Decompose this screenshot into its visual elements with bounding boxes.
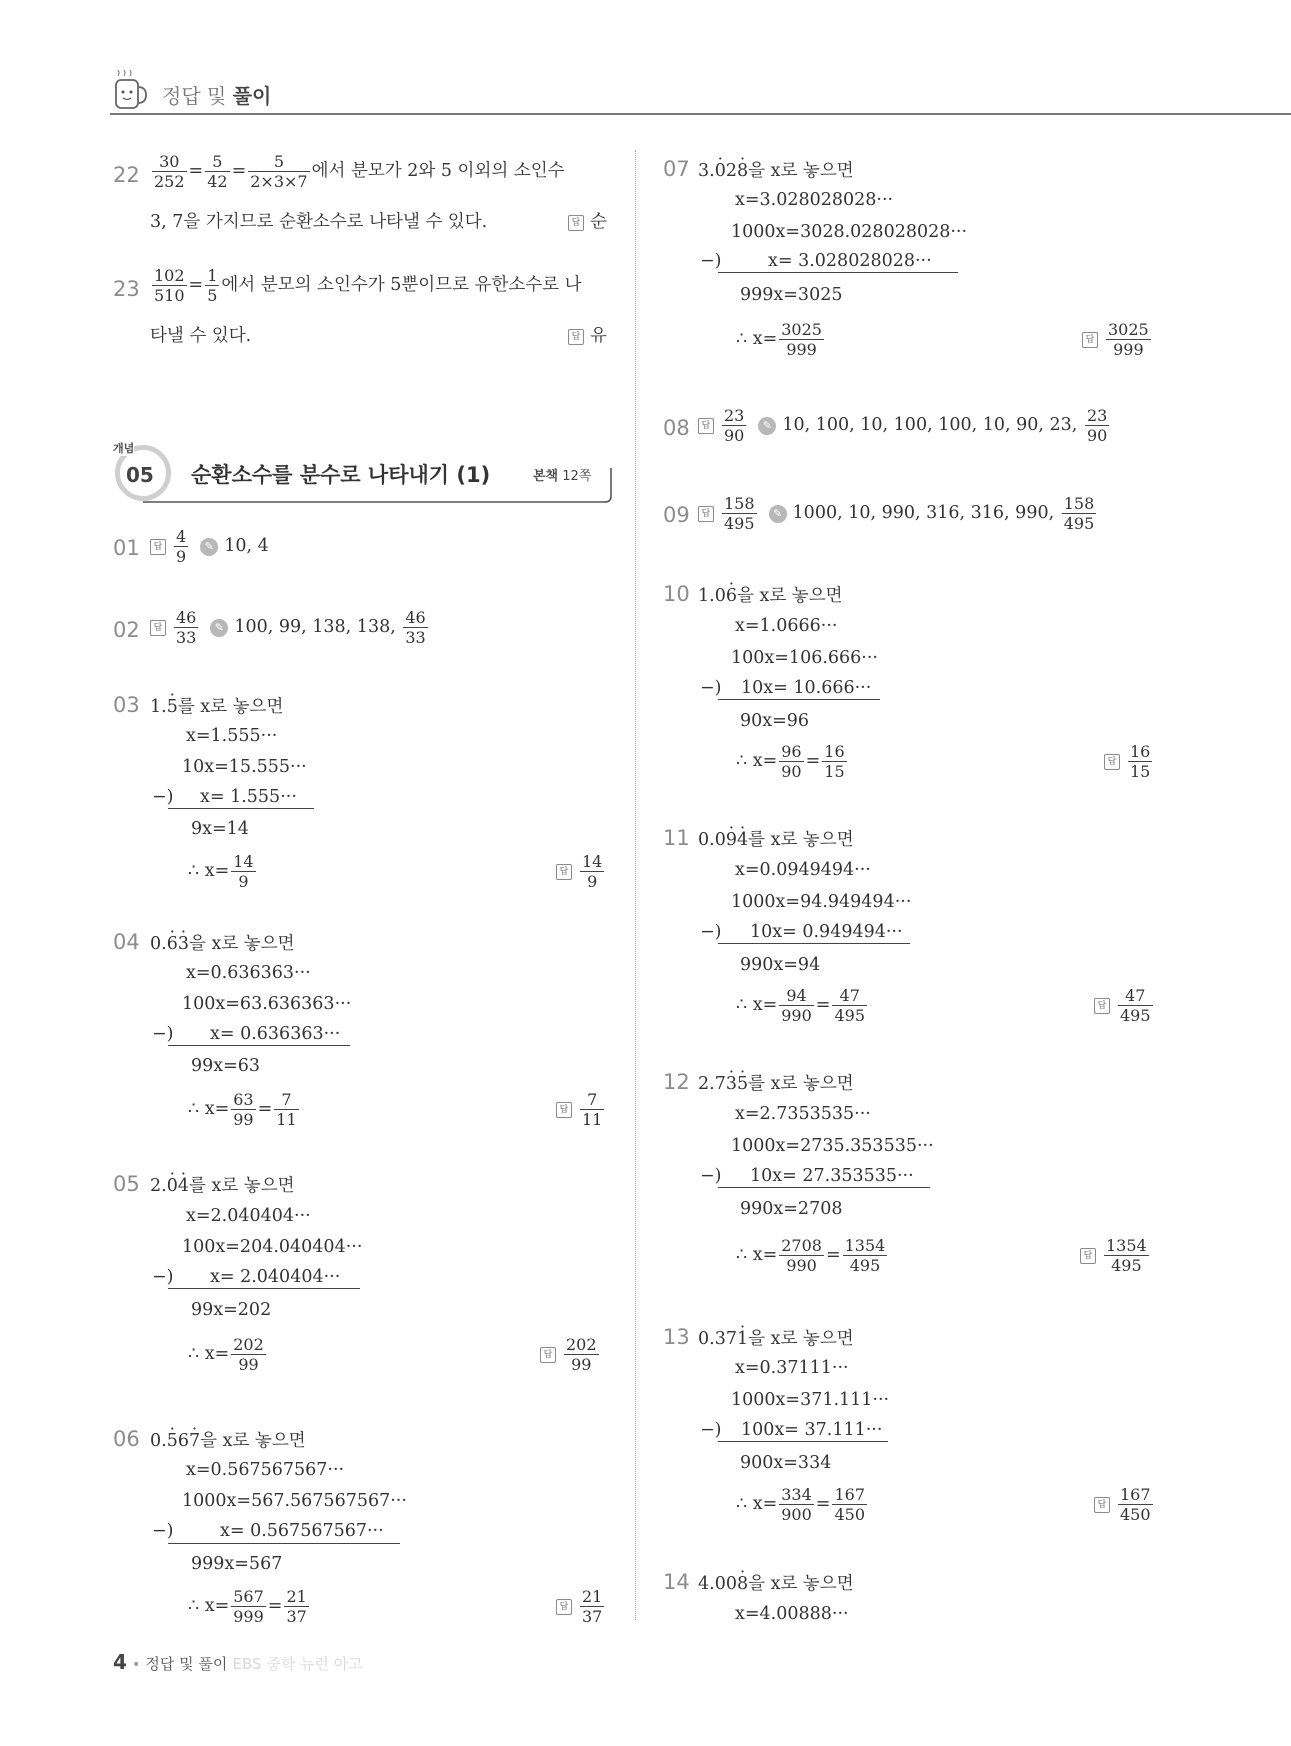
- step-line: x=2.7353535···: [735, 1104, 871, 1124]
- header: [110, 68, 1291, 116]
- subtraction-rule: [718, 699, 880, 700]
- step-line: 10x=15.555···: [182, 757, 307, 777]
- problem-22-line1: $\frac{30}{252}$ = $\frac{5}{42}$ = $\frac{5}{2\times 3\times 7}$ 에서 분모가 2와 5 이외의 소인수: [154, 152, 565, 191]
- minus-sign: −): [152, 1521, 174, 1541]
- conclusion: ∴ x= $\frac{567}{999}$ = $\frac{21}{37}$: [188, 1587, 307, 1626]
- step-line: x=4.00888···: [735, 1604, 849, 1624]
- problem-14-lead: 4.00· 8을 x로 놓으면: [698, 1570, 854, 1595]
- subtraction-rule: [718, 1187, 930, 1188]
- step-line: x=3.028028028···: [735, 190, 894, 210]
- step-line: x=0.636363···: [186, 963, 311, 983]
- answer-icon: 답: [150, 539, 166, 555]
- problem-05-lead: 2.· 0· 4를 x로 놓으면: [150, 1172, 295, 1197]
- answer-icon: 답: [150, 620, 166, 636]
- step-line: x=0.37111···: [735, 1358, 849, 1378]
- pencil-icon: ✎: [769, 505, 787, 523]
- answer-icon: 답: [556, 1102, 572, 1118]
- step-line: 1000x=371.111···: [731, 1390, 890, 1410]
- step-line: x= 0.567567567···: [220, 1521, 384, 1541]
- footer-label: 정답 및 풀이: [145, 1655, 228, 1673]
- step-line: 99x=202: [191, 1300, 272, 1320]
- conclusion: ∴ x= $\frac{63}{99}$ = $\frac{7}{11}$: [188, 1090, 297, 1129]
- problem-number: 06: [113, 1427, 140, 1451]
- answer: 답 $\frac{202}{99}$: [540, 1335, 601, 1374]
- minus-sign: −): [152, 1024, 174, 1044]
- minus-sign: −): [152, 1267, 174, 1287]
- answer-icon: 답: [698, 418, 714, 434]
- minus-sign: −): [152, 787, 174, 807]
- problem-number: 03: [113, 693, 140, 717]
- problem-07-lead: 3.· 02· 8을 x로 놓으면: [698, 157, 854, 182]
- section-header: [113, 440, 613, 506]
- answer: 답 $\frac{1354}{495}$: [1080, 1236, 1151, 1275]
- header-rule: [110, 113, 1291, 115]
- step-line: 9x=14: [191, 819, 249, 839]
- subtraction-rule: [718, 1441, 888, 1442]
- problem-10-lead: 1.0· 6을 x로 놓으면: [698, 582, 843, 607]
- problem-09-answer: 답 $\frac{158}{495}$ ✎ 1000, 10, 990, 316, 316, 990, $\frac{158}{495}$: [698, 494, 1098, 533]
- step-line: 990x=2708: [740, 1199, 843, 1219]
- problem-06-lead: 0.· 56· 7을 x로 놓으면: [150, 1427, 306, 1452]
- answer: 답 순: [568, 208, 607, 233]
- step-line: 99x=63: [191, 1056, 261, 1076]
- answer-icon: 답: [568, 329, 584, 345]
- answer-icon: 답: [556, 864, 572, 880]
- conclusion: ∴ x= $\frac{94}{990}$ = $\frac{47}{495}$: [736, 986, 865, 1025]
- conclusion: ∴ x= $\frac{3025}{999}$: [736, 320, 822, 359]
- minus-sign: −): [700, 922, 722, 942]
- problem-13-lead: 0.37· 1을 x로 놓으면: [698, 1325, 854, 1350]
- step-line: 990x=94: [740, 955, 821, 975]
- section-number: 05: [126, 463, 154, 487]
- minus-sign: −): [700, 251, 722, 271]
- problem-number: 05: [113, 1172, 140, 1196]
- problem-number: 08: [663, 416, 690, 440]
- problem-03-lead: 1.· 5를 x로 놓으면: [150, 693, 283, 718]
- answer-icon: 답: [1094, 998, 1110, 1014]
- section-tag: 개념: [113, 442, 135, 455]
- step-line: x= 2.040404···: [210, 1267, 341, 1287]
- problem-11-lead: 0.0· 9· 4를 x로 놓으면: [698, 826, 854, 851]
- step-line: x=1.555···: [186, 726, 278, 746]
- problem-number: 02: [113, 618, 140, 642]
- problem-08-answer: 답 $\frac{23}{90}$ ✎ 10, 100, 10, 100, 100, 10, 90, 23, $\frac{23}{90}$: [698, 406, 1111, 445]
- step-line: 999x=567: [191, 1554, 283, 1574]
- problem-number: 07: [663, 157, 690, 181]
- answer-icon: 답: [1104, 754, 1120, 770]
- step-line: 1000x=94.949494···: [731, 892, 912, 912]
- subtraction-rule: [168, 1288, 360, 1289]
- problem-number: 10: [663, 582, 690, 606]
- problem-12-lead: 2.7· 3· 5를 x로 놓으면: [698, 1070, 854, 1095]
- answer: 답 $\frac{14}{9}$: [556, 852, 606, 891]
- answer-icon: 답: [1082, 332, 1098, 348]
- problem-number: 01: [113, 536, 140, 560]
- step-line: 10x= 10.666···: [741, 678, 872, 698]
- problem-number: 04: [113, 930, 140, 954]
- problem-number: 12: [663, 1070, 690, 1094]
- answer-icon: 답: [556, 1599, 572, 1615]
- step-line: 10x= 0.949494···: [750, 922, 903, 942]
- answer: 답 $\frac{47}{495}$: [1094, 986, 1155, 1025]
- conclusion: ∴ x= $\frac{96}{90}$ = $\frac{16}{15}$: [736, 742, 845, 781]
- section-title: 순환소수를 분수로 나타내기 (1): [191, 463, 491, 487]
- step-line: 100x=63.636363···: [182, 994, 352, 1014]
- problem-23-line1: $\frac{102}{510}$ = $\frac{1}{5}$ 에서 분모의 소인수가 5뿐이므로 유한소수로 나: [154, 266, 582, 305]
- answer-icon: 답: [1094, 1497, 1110, 1513]
- problem-number: 14: [663, 1570, 690, 1594]
- step-line: x= 1.555···: [200, 787, 297, 807]
- answer-icon: 답: [568, 215, 584, 231]
- step-line: 999x=3025: [740, 285, 843, 305]
- answer: 답 $\frac{7}{11}$: [556, 1090, 606, 1129]
- step-line: x=0.567567567···: [186, 1460, 345, 1480]
- problem-number: 23: [113, 277, 140, 301]
- page-number: 4: [113, 1650, 127, 1674]
- step-line: x=2.040404···: [186, 1206, 311, 1226]
- subtraction-rule: [168, 1045, 350, 1046]
- pencil-icon: ✎: [200, 538, 218, 556]
- problem-number: 22: [113, 163, 140, 187]
- problem-number: 13: [663, 1325, 690, 1349]
- problem-number: 11: [663, 826, 690, 850]
- answer-icon: 답: [540, 1347, 556, 1363]
- subtraction-rule: [718, 272, 958, 273]
- cup-mascot-icon: [110, 70, 150, 112]
- pencil-icon: ✎: [758, 417, 776, 435]
- minus-sign: −): [700, 1420, 722, 1440]
- step-line: x= 0.636363···: [210, 1024, 341, 1044]
- step-line: x=1.0666···: [735, 616, 838, 636]
- step-line: 100x=204.040404···: [182, 1237, 363, 1257]
- header-title: 정답 및: [162, 84, 227, 108]
- header-title-bold: 풀이: [232, 84, 272, 108]
- step-line: x= 3.028028028···: [768, 251, 932, 271]
- conclusion: ∴ x= $\frac{334}{900}$ = $\frac{167}{450}$: [736, 1485, 865, 1524]
- minus-sign: −): [700, 678, 722, 698]
- minus-sign: −): [700, 1166, 722, 1186]
- step-line: 90x=96: [740, 711, 810, 731]
- step-line: 100x=106.666···: [731, 648, 878, 668]
- subtraction-rule: [168, 808, 314, 809]
- footer-faded-label: EBS 중학 뉴런 아고: [232, 1655, 363, 1673]
- step-line: 900x=334: [740, 1453, 832, 1473]
- answer-icon: 답: [698, 506, 714, 522]
- step-line: 100x= 37.111···: [741, 1420, 883, 1440]
- step-line: 10x= 27.353535···: [750, 1166, 914, 1186]
- conclusion: ∴ x= $\frac{202}{99}$: [188, 1335, 264, 1374]
- column-divider: [635, 150, 636, 1620]
- problem-02-answer: 답 $\frac{46}{33}$ ✎ 100, 99, 138, 138, $\frac{46}{33}$: [150, 608, 430, 647]
- answer: 답 $\frac{16}{15}$: [1104, 742, 1154, 781]
- problem-22-line2: 3, 7을 가지므로 순환소수로 나타낼 수 있다.: [150, 212, 488, 232]
- problem-04-lead: 0.· 6· 3을 x로 놓으면: [150, 930, 295, 955]
- answer: 답 $\frac{21}{37}$: [556, 1587, 606, 1626]
- answer-icon: 답: [1080, 1248, 1096, 1264]
- pencil-icon: ✎: [210, 619, 228, 637]
- answer: 답 유: [568, 322, 607, 347]
- section-ref: 본책 12쪽: [533, 469, 592, 484]
- answer: 답 $\frac{3025}{999}$: [1082, 320, 1153, 359]
- conclusion: ∴ x= $\frac{2708}{990}$ = $\frac{1354}{495}$: [736, 1236, 886, 1275]
- subtraction-rule: [718, 943, 910, 944]
- subtraction-rule: [168, 1543, 400, 1544]
- section-underline: [143, 468, 613, 506]
- step-line: x=0.0949494···: [735, 860, 871, 880]
- conclusion: ∴ x= $\frac{14}{9}$: [188, 852, 254, 891]
- answer: 답 $\frac{167}{450}$: [1094, 1485, 1155, 1524]
- problem-01-answer: 답 $\frac{4}{9}$ ✎ 10, 4: [150, 527, 269, 566]
- step-line: 1000x=567.567567567···: [182, 1491, 407, 1511]
- problem-number: 09: [663, 503, 690, 527]
- step-line: 1000x=3028.028028028···: [731, 222, 968, 242]
- step-line: 1000x=2735.353535···: [731, 1136, 934, 1156]
- problem-23-line2: 타낼 수 있다.: [150, 326, 252, 346]
- footer: 4 • 정답 및 풀이 EBS 중학 뉴런 아고: [113, 1650, 363, 1674]
